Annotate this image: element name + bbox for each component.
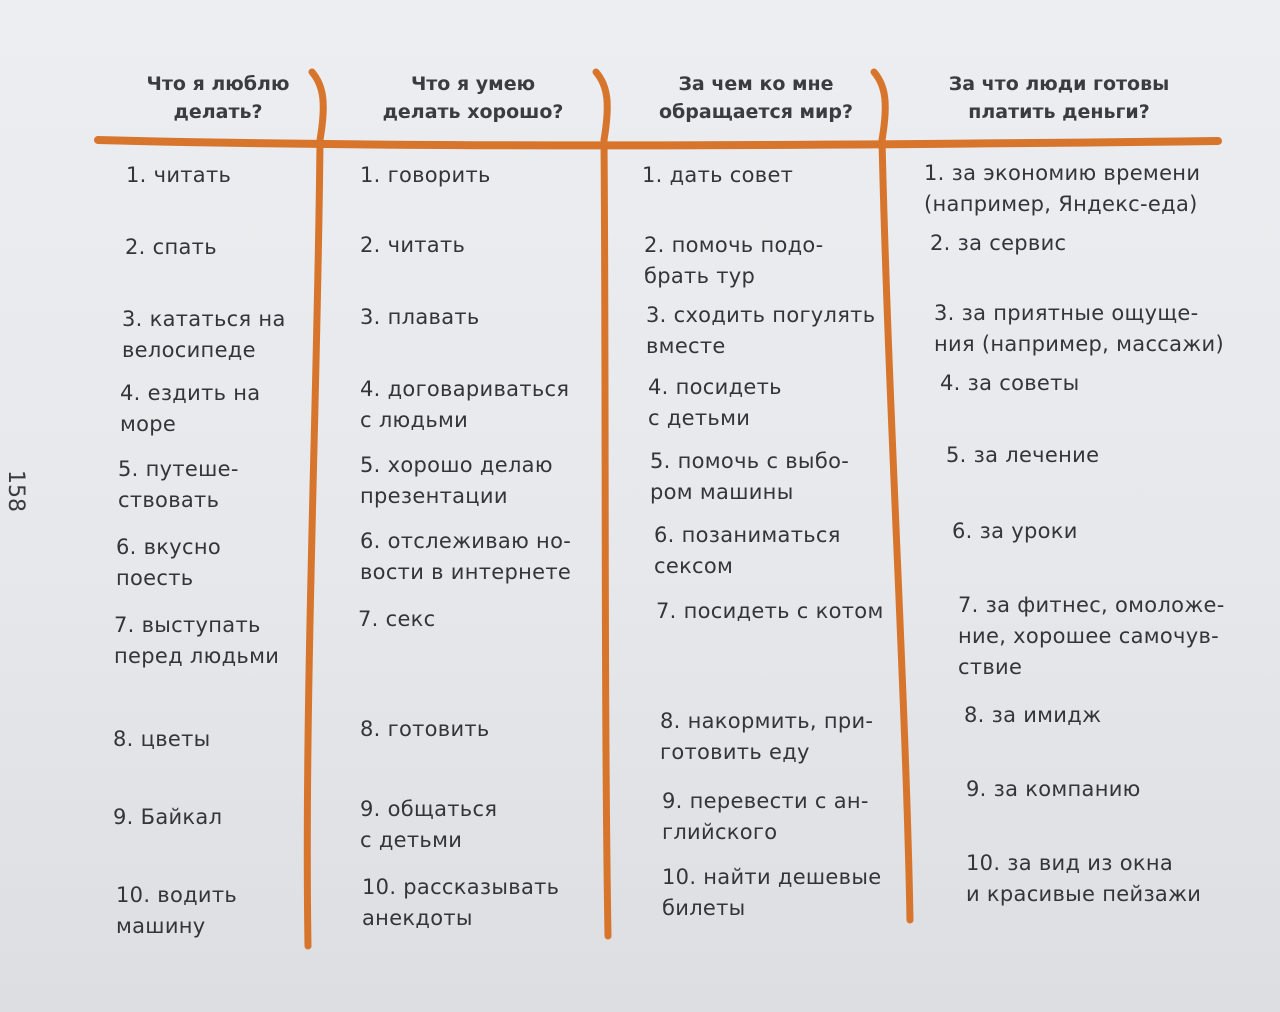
col3-item-8: 8. накормить, при- готовить еду [660,709,874,764]
col4-item-5: 5. за лечение [946,443,1100,467]
col4-item-1: 1. за экономию времени (например, Яндекс-еда) [924,161,1201,216]
col2-item-2: 2. читать [360,233,466,257]
col3-item-9: 9. перевести с ан- глийского [662,789,869,844]
col2-item-9: 9. общаться с детьми [360,797,498,852]
col3-item-6: 6. позаниматься сексом [654,523,841,578]
header-col-3: За чем ко мне обращается мир? [658,73,853,123]
col2-item-1: 1. говорить [360,163,491,187]
col3-item-2: 2. помочь подо- брать тур [644,233,824,288]
col4-item-3: 3. за приятные ощуще- ния (например, массажи) [934,301,1224,356]
col4-item-8: 8. за имидж [964,703,1102,727]
column-rule-3 [874,72,910,920]
col2-item-3: 3. плавать [360,305,480,329]
col3-item-7: 7. посидеть с котом [656,599,884,623]
col1-item-5: 5. путеше- ствовать [118,457,239,512]
header-col-1: Что я люблю делать? [146,73,290,123]
col4-item-7: 7. за фитнес, омоложе- ние, хорошее самочув- ствие [958,593,1225,679]
col1-item-1: 1. читать [126,163,232,187]
col1-item-10: 10. водить машину [116,883,238,938]
col3-item-4: 4. посидеть с детьми [648,375,782,430]
col3-item-10: 10. найти дешевые билеты [662,865,882,920]
col4-item-2: 2. за сервис [930,231,1067,255]
col4-item-10: 10. за вид из окна и красивые пейзажи [966,851,1202,906]
col3-item-1: 1. дать совет [642,163,794,187]
col2-item-5: 5. хорошо делаю презентации [360,453,553,508]
col2-item-10: 10. рассказывать анекдоты [362,875,560,930]
col4-item-4: 4. за советы [940,371,1080,395]
col1-item-3: 3. кататься на велосипеде [122,307,286,362]
col4-item-6: 6. за уроки [952,519,1078,543]
col2-item-6: 6. отслеживаю но- вости в интернете [360,529,572,584]
col1-item-4: 4. ездить на море [120,381,261,436]
column-rule-1 [307,72,323,946]
col3-item-5: 5. помочь с выбо- ром машины [650,449,850,504]
header-col-4: За что люди готовы платить деньги? [948,73,1170,123]
col2-item-7: 7. секс [358,607,436,631]
page-number: 158 [3,470,28,512]
col2-item-4: 4. договариваться с людьми [360,377,570,432]
header-rule [98,140,1218,145]
col1-item-7: 7. выступать перед людьми [114,613,280,668]
column-rule-2 [596,72,608,936]
col4-item-9: 9. за компанию [966,777,1141,801]
col2-item-8: 8. готовить [360,717,490,741]
col1-item-2: 2. спать [125,235,217,259]
col1-item-6: 6. вкусно поесть [116,535,222,590]
col1-item-8: 8. цветы [113,727,211,751]
header-col-2: Что я умею делать хорошо? [382,73,564,123]
col3-item-3: 3. сходить погулять вместе [646,303,876,358]
col1-item-9: 9. Байкал [113,805,223,829]
